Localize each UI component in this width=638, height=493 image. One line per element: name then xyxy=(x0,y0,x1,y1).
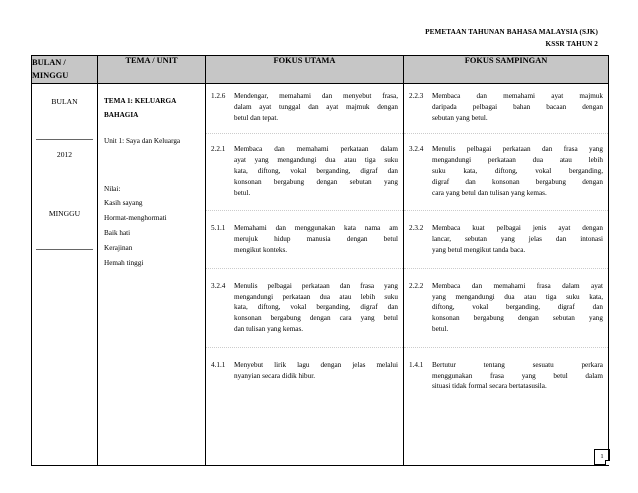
bulan-label: BULAN xyxy=(51,97,78,106)
nilai-value-item: Hemah tinggi xyxy=(104,259,144,267)
focus-description-line: nyanyian secara didik hibur. xyxy=(234,371,316,380)
focus-description-line: kata, diftong, vokal berganding, digraf dan xyxy=(234,166,398,175)
entry-separator xyxy=(206,210,403,211)
nilai-value-item: Baik hati xyxy=(104,229,131,237)
focus-code: 2.2.3 xyxy=(409,92,424,100)
focus-description-line: kata, diftong, vokal berganding, digraf dan xyxy=(234,303,398,312)
focus-description-line: yang mengandungi dua atau tiga suku kata, xyxy=(432,292,603,301)
nilai-value-item: Kerajinan xyxy=(104,244,133,252)
focus-description-line: menggunakan frasa yang betul dalam xyxy=(432,371,603,380)
focus-entry xyxy=(404,360,608,392)
focus-description-line: betul. xyxy=(234,188,251,197)
nilai-value-item: Hormat-menghormati xyxy=(104,214,167,222)
focus-description-line: Membaca dan memahami perkataan dalam xyxy=(234,145,398,154)
focus-description-line: Membaca dan memahami frasa dalam ayat xyxy=(432,281,603,290)
col-header-bulan: BULAN / xyxy=(32,58,66,67)
header-title: PEMETAAN TAHUNAN BAHASA MALAYSIA (SJK) xyxy=(425,28,598,36)
year-label: 2012 xyxy=(56,150,73,159)
focus-code: 4.1.1 xyxy=(211,360,226,369)
focus-description xyxy=(234,281,398,335)
fokus-utama-list xyxy=(206,91,403,381)
focus-description xyxy=(234,91,398,123)
focus-description xyxy=(432,360,603,392)
focus-description xyxy=(432,223,603,255)
focus-description-line: Menulis pelbagai perkataan dan frasa yang xyxy=(234,281,398,290)
focus-code: 3.2.4 xyxy=(409,145,424,154)
focus-description-line: mengandungi perkataan dua atau lebih xyxy=(432,156,603,165)
focus-description-line: Memahami dan menggunakan kata nama am xyxy=(234,224,398,233)
minggu-fill-line xyxy=(36,249,93,250)
focus-description-line: digraf dan konsonan bergabung dengan xyxy=(432,177,603,186)
focus-code: 3.2.4 xyxy=(211,281,226,290)
page-number: 1 xyxy=(594,449,610,465)
focus-description-line: mengandungi perkataan dua atau lebih suku xyxy=(234,292,398,301)
entry-separator xyxy=(206,268,403,269)
col-header-minggu: MINGGU xyxy=(32,71,69,80)
focus-description-line: sebutan yang betul. xyxy=(432,113,488,122)
document-header xyxy=(425,26,598,50)
focus-description-line: Membaca dan memahami ayat majmuk xyxy=(432,92,603,100)
entry-separator xyxy=(404,268,608,269)
minggu-label: MINGGU xyxy=(48,209,81,218)
focus-code: 1.4.1 xyxy=(409,360,424,369)
bulan-minggu-cell xyxy=(32,84,98,466)
focus-code: 2.2.1 xyxy=(211,145,226,154)
nilai-label: Nilai: xyxy=(104,185,121,193)
focus-entry xyxy=(206,281,403,335)
nilai-value-item: Kasih sayang xyxy=(104,199,143,207)
focus-description-line: dan tulisan yang kemas. xyxy=(234,324,304,333)
focus-description-line: ayat yang mengandungi dua atau tiga suku xyxy=(234,156,398,165)
focus-entry xyxy=(404,91,608,123)
entry-separator xyxy=(206,133,403,134)
entry-separator xyxy=(206,347,403,348)
focus-description-line: daripada pelbagai bahan bacaan dengan xyxy=(432,102,603,111)
col-header-bulan-minggu xyxy=(32,56,98,84)
focus-description-line: merujuk hidup manusia dengan betul xyxy=(234,235,398,244)
focus-description-line: Bertutur tentang sesuatu perkara xyxy=(432,360,603,369)
focus-description-line: Menyebut lirik lagu dengan jelas melalui xyxy=(234,360,398,369)
focus-description-line: Menulis pelbagai perkataan dan frasa yang xyxy=(432,145,603,154)
focus-description-line: konsonan bergabung dengan sebutan yang xyxy=(432,314,603,323)
focus-description-line: suku kata, diftong, vokal berganding, xyxy=(432,166,603,175)
focus-code: 5.1.1 xyxy=(211,224,226,233)
focus-description xyxy=(432,281,603,335)
focus-description-line: konsonan bergabung dengan cara yang betul xyxy=(234,314,398,323)
nilai-values-list xyxy=(104,196,203,271)
yearly-plan-table xyxy=(31,55,609,466)
fokus-utama-cell xyxy=(206,84,404,466)
unit-title: Unit 1: Saya dan Keluarga xyxy=(104,137,181,145)
tema-unit-cell xyxy=(98,84,206,466)
col-header-tema-unit: TEMA / UNIT xyxy=(98,56,206,84)
focus-entry xyxy=(404,281,608,335)
focus-description-line: yang betul mengikut tanda baca. xyxy=(432,245,526,254)
header-subtitle: KSSR TAHUN 2 xyxy=(545,40,598,48)
col-header-fokus-sampingan: FOKUS SAMPINGAN xyxy=(404,56,609,84)
focus-description-line: mengikut konteks. xyxy=(234,245,288,254)
focus-description-line: lancar, sebutan yang jelas dan intonasi xyxy=(432,235,603,244)
focus-description-line: situasi tidak formal secara bertatasusila. xyxy=(432,382,547,391)
focus-description-line: cara yang betul dan tulisan yang kemas. xyxy=(432,188,547,197)
focus-description xyxy=(234,223,398,255)
focus-entry xyxy=(206,223,403,255)
focus-description-line: Mendengar, memahami dan menyebut frasa, xyxy=(234,92,398,100)
fokus-sampingan-list xyxy=(404,91,608,392)
tema-title-line1: TEMA 1: KELUARGA xyxy=(104,97,177,105)
bulan-fill-line xyxy=(36,139,93,140)
focus-entry xyxy=(404,144,608,198)
focus-description xyxy=(234,144,398,198)
fokus-sampingan-cell xyxy=(404,84,609,466)
entry-separator xyxy=(404,347,608,348)
focus-code: 2.3.2 xyxy=(409,224,424,233)
focus-entry xyxy=(404,223,608,255)
focus-entry xyxy=(206,144,403,198)
tema-title-line2: BAHAGIA xyxy=(104,111,139,119)
focus-description-line: betul. xyxy=(432,324,449,333)
focus-description xyxy=(432,91,603,123)
focus-description-line: diftong, vokal berganding, digraf dan xyxy=(432,303,603,312)
focus-entry xyxy=(206,91,403,123)
focus-description xyxy=(234,360,398,382)
entry-separator xyxy=(404,133,608,134)
focus-description xyxy=(432,144,603,198)
focus-description-line: betul dan tepat. xyxy=(234,113,279,122)
focus-description-line: dalam ayat tunggal dan ayat majmuk dengan xyxy=(234,102,398,111)
focus-entry xyxy=(206,360,403,382)
focus-description-line: konsonan bergabung dengan sebutan yang xyxy=(234,177,398,186)
entry-separator xyxy=(404,210,608,211)
focus-code: 1.2.6 xyxy=(211,92,226,100)
focus-description-line: Membaca kuat pelbagai jenis ayat dengan xyxy=(432,224,603,233)
col-header-fokus-utama: FOKUS UTAMA xyxy=(206,56,404,84)
focus-code: 2.2.2 xyxy=(409,281,424,290)
